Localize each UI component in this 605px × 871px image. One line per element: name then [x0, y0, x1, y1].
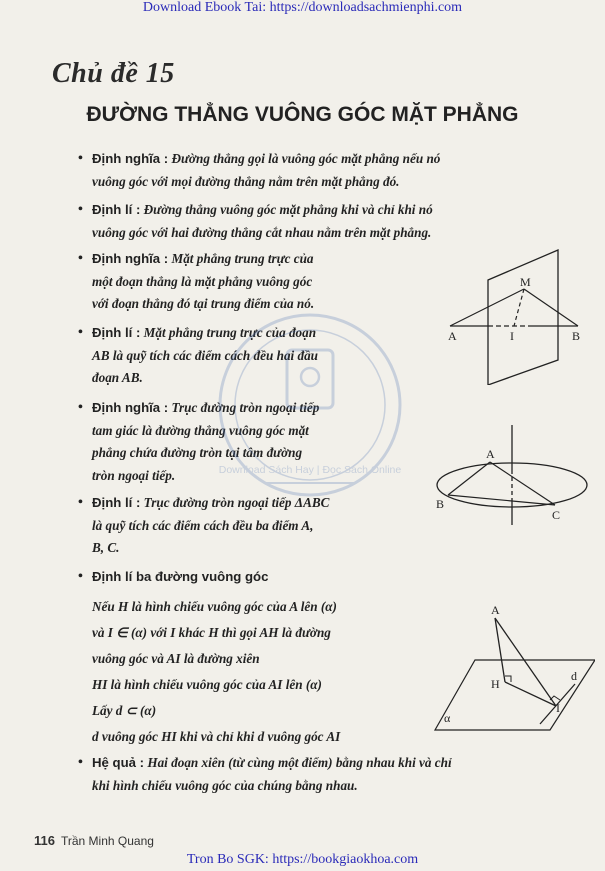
- bullet-icon: •: [78, 400, 83, 415]
- fig3-label-d: d: [571, 669, 577, 683]
- fig2-label-a: A: [486, 447, 495, 461]
- bullet-icon: •: [78, 251, 83, 266]
- item-lead: Định nghĩa :: [92, 251, 169, 266]
- fig1-label-a: A: [448, 329, 457, 343]
- fig1-label-b: B: [572, 329, 581, 343]
- item-line: với đoạn thẳng đó tại trung điểm của nó.: [92, 296, 315, 311]
- circumcircle-axis-figure: [430, 420, 595, 530]
- item-line: AB là quỹ tích các điểm cách đều hai đầu: [92, 347, 319, 363]
- fig3-label-i: I: [556, 701, 560, 715]
- item-lead: Định nghĩa :: [92, 151, 169, 166]
- theorem-line: và I ∈ (α) với I khác H thì gọi AH là đường: [92, 625, 331, 640]
- fig3-label-h: H: [491, 677, 500, 691]
- item-line: Trục đường tròn ngoại tiếp ΔABC: [143, 495, 330, 510]
- fig2-label-c: C: [552, 508, 561, 522]
- fig1-label-m: M: [520, 275, 531, 289]
- three-perpendiculars-heading: [78, 566, 432, 589]
- item-line: Hai đoạn xiên (từ cùng một điểm) bằng nhau khi và chỉ: [147, 755, 452, 770]
- item-line: Mặt phẳng trung trực của: [171, 251, 314, 266]
- theorem-line: HI là hình chiếu vuông góc của AI lên (α): [92, 677, 322, 692]
- item-lead: Định lí ba đường vuông góc: [92, 569, 269, 584]
- bullet-icon: •: [78, 325, 83, 340]
- page-title: ĐƯỜNG THẲNG VUÔNG GÓC MẶT PHẲNG: [86, 103, 519, 126]
- item-line: một đoạn thẳng là mặt phẳng vuông góc: [92, 273, 313, 289]
- three-perpendiculars-figure: [430, 600, 595, 740]
- definition-2: [78, 248, 432, 316]
- bullet-icon: •: [78, 495, 83, 510]
- theorem-line: Nếu H là hình chiếu vuông góc của A lên (α): [92, 599, 337, 614]
- item-lead: Định lí :: [92, 202, 141, 217]
- theorem-3: [78, 492, 432, 560]
- header-download-link[interactable]: Download Ebook Tai: https://downloadsachmienphi.com: [142, 0, 463, 15]
- item-line: Đường thẳng vuông góc mặt phẳng khi và chỉ khi nó: [143, 202, 433, 217]
- theorem-line: Lấy d ⊂ (α): [92, 703, 157, 718]
- item-line: tròn ngoại tiếp.: [92, 467, 176, 483]
- item-lead: Hệ quả :: [92, 755, 145, 770]
- fig2-label-b: B: [436, 497, 445, 511]
- item-line: phẳng chứa đường tròn tại tâm đường: [92, 445, 303, 460]
- item-line: tam giác là đường thẳng vuông góc mặt: [92, 422, 309, 438]
- item-line: B, C.: [92, 540, 120, 555]
- fig3-label-a: A: [491, 603, 500, 617]
- bullet-icon: •: [78, 755, 83, 770]
- item-line: Trục đường tròn ngoại tiếp: [171, 400, 320, 415]
- item-line: khi hình chiếu vuông góc của chúng bằng nhau.: [92, 777, 358, 793]
- theorem-line: d vuông góc HI khi và chỉ khi d vuông góc AI: [92, 729, 341, 744]
- definition-3: [78, 397, 432, 487]
- item-lead: Định nghĩa :: [92, 400, 169, 415]
- theorem-line: vuông góc và AI là đường xiên: [92, 651, 260, 666]
- bullet-icon: •: [78, 202, 83, 217]
- footer-sgk-link[interactable]: Tron Bo SGK: https://bookgiaokhoa.com: [186, 852, 419, 867]
- fig3-label-alpha: α: [444, 711, 451, 725]
- fig1-label-i: I: [510, 329, 514, 343]
- bullet-icon: •: [78, 151, 83, 166]
- item-lead: Định lí :: [92, 495, 141, 510]
- page-footer: [34, 833, 154, 848]
- item-lead: Định lí :: [92, 325, 141, 340]
- watermark-text: Download Sách Hay | Đọc Sách Online: [218, 464, 402, 476]
- author-name: Trần Minh Quang: [60, 834, 154, 848]
- theorem-2: [78, 322, 432, 390]
- bullet-icon: •: [78, 569, 83, 584]
- corollary: [78, 752, 592, 797]
- page-number: 116: [34, 833, 55, 848]
- item-line: Đường thẳng gọi là vuông góc mặt phẳng nếu nó: [171, 151, 441, 166]
- item-line: đoạn AB.: [92, 370, 143, 385]
- item-line: là quỹ tích các điểm cách đều ba điểm A,: [92, 517, 314, 533]
- theorem-body: [92, 594, 442, 750]
- item-line: vuông góc với mọi đường thẳng nằm trên mặt phẳng đó.: [92, 173, 400, 189]
- theorem-1: [78, 199, 592, 244]
- item-line: Mặt phẳng trung trực của đoạn: [143, 325, 317, 340]
- item-line: vuông góc với hai đường thẳng cắt nhau nằm trên mặt phẳng.: [92, 224, 432, 240]
- perpendicular-bisector-figure: [440, 245, 590, 385]
- definition-1: [78, 148, 592, 193]
- chapter-label: Chủ đề 15: [52, 58, 175, 89]
